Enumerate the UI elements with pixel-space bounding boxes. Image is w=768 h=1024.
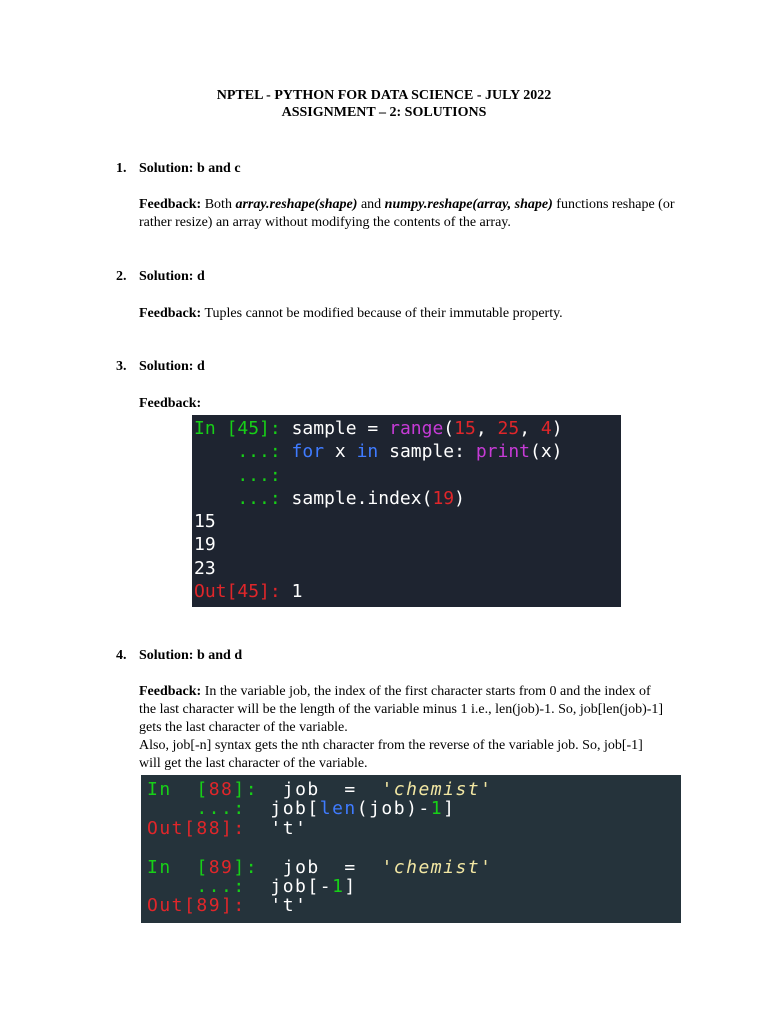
q1-feedback-text: Both [201, 197, 236, 212]
q4-feedback [139, 683, 664, 773]
code-line: ...: sample.index(19) [194, 487, 465, 509]
code-output-line: 23 [194, 557, 216, 579]
q2-solution: Solution: d [139, 269, 205, 284]
code-line: ...: [194, 464, 281, 486]
q4-number: 4. [116, 648, 127, 663]
q1-number: 1. [116, 161, 127, 176]
doc-title-line2: ASSIGNMENT – 2: SOLUTIONS [281, 105, 487, 120]
q1-feedback [139, 196, 679, 232]
q2-feedback-text: Tuples cannot be modified because of their immutable property. [201, 306, 563, 321]
q4-feedback-text: In the variable job, the index of the first character starts from 0 and the index of the last character will be the length of the variable minus 1 i.e., len(job)-1. So, job[len(job)-1] gets the last character of the variable. [139, 684, 664, 735]
code-line: ...: job[-1] [147, 875, 357, 897]
q4-feedback-label: Feedback: [139, 684, 202, 699]
code-out-line: Out[89]: 't' [147, 895, 308, 917]
code-blank-line [147, 838, 681, 857]
q4-feedback-text2: Also, job[-n] syntax gets the nth character from the reverse of the variable job. So, job[-1] will get the last character of the variable. [139, 738, 643, 771]
q3-code-screenshot [192, 415, 621, 607]
q1-feedback-label: Feedback: [139, 197, 202, 212]
q2-number: 2. [116, 269, 127, 284]
code-output-line: 19 [194, 534, 216, 556]
q1-feedback-text: functions reshape (or rather resize) an array without modifying the contents of the array. [139, 197, 675, 230]
q4-code-screenshot [141, 775, 681, 923]
q3-feedback-label: Feedback: [139, 396, 202, 411]
q3-feedback [139, 395, 679, 413]
q1-solution: Solution: b and c [139, 161, 241, 176]
q2-feedback [139, 305, 679, 323]
doc-title-line1: NPTEL - PYTHON FOR DATA SCIENCE - JULY 2022 [216, 88, 552, 103]
q1-code-ref1: array.reshape(shape) [235, 197, 358, 212]
q3-number: 3. [116, 359, 127, 374]
q3-solution: Solution: d [139, 359, 205, 374]
q1-code-ref2: numpy.reshape(array, shape) [384, 197, 553, 212]
code-line: ...: for x in sample: print(x) [194, 441, 563, 463]
code-line: In [88]: job = 'chemist' [147, 779, 493, 800]
code-out-line: Out[88]: 't' [147, 817, 308, 839]
code-out-line: Out[45]: 1 [194, 581, 303, 603]
q1-feedback-text: and [357, 197, 385, 212]
code-line: In [89]: job = 'chemist' [147, 856, 493, 878]
q2-feedback-label: Feedback: [139, 306, 202, 321]
code-line: ...: job[len(job)-1] [147, 798, 456, 820]
code-output-line: 15 [194, 511, 216, 533]
code-line: In [45]: sample = range(15, 25, 4) [194, 418, 563, 439]
q4-solution: Solution: b and d [139, 648, 243, 663]
